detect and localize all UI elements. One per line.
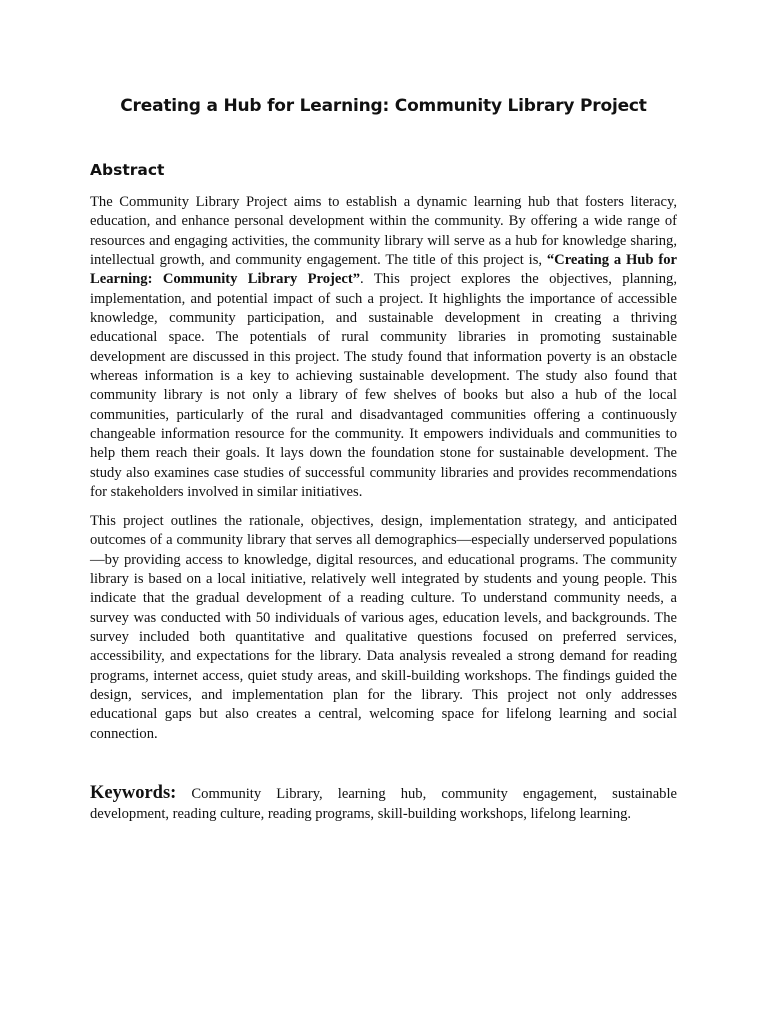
project-title-emphasis: “Creating a Hub for Learning: Community Library Project” xyxy=(90,252,677,288)
keywords-line xyxy=(90,784,677,824)
keywords-list: Community Library, learning hub, community engagement, sustainable development, reading culture, reading programs, skill-building workshops, lifelong learning. xyxy=(90,786,677,822)
abstract-paragraph-1 xyxy=(90,193,677,503)
document-title: Creating a Hub for Learning: Community Library Project xyxy=(120,96,647,116)
abstract-paragraph-2: This project outlines the rationale, objectives, design, implementation strategy, and anticipated outcomes of a community library that serves all demographics—especially underserved populations—by providing access to knowledge, digital resources, and educational programs. The community library is based on a local initiative, relatively well integrated by students and young people. This indicate that the gradual development of a reading culture. To understand community needs, a survey was conducted with 50 individuals of various ages, education levels, and backgrounds. The survey included both quantitative and qualitative questions focused on preferred services, accessibility, and expectations for the library. Data analysis revealed a strong demand for reading programs, internet access, quiet study areas, and skill-building workshops. The findings guided the design, services, and implementation plan for the library. This project not only addresses educational gaps but also creates a central, welcoming space for lifelong learning and social connection. xyxy=(90,513,677,742)
keywords-label: Keywords: xyxy=(90,783,177,803)
paragraph-1-text-start: The Community Library Project aims to establish a dynamic learning hub that fosters literacy, education, and enhance personal development within the community. By offering a wide range of resources and engaging activities, the community library will serve as a hub for knowledge sharing, intellectual growth, and community engagement. The title of this project is, xyxy=(90,194,677,269)
paragraph-1-text-end: . This project explores the objectives, planning, implementation, and potential impact of such a project. It highlights the importance of accessible knowledge, community participation, and sustainable development in creating a thriving educational space. The potentials of rural community libraries in promoting sustainable development are discussed in this project. The study found that information poverty is an obstacle whereas information is a key to achieving sustainable development. The study also found that community library is not only a library of few shelves of books but also a hub of the local communities, particularly of the rural and disadvantaged communities offering a continuously changeable information resource for the community. It empowers individuals and communities to help them reach their goals. It lays down the foundation stone for sustainable development. The study also examines case studies of successful community libraries and provides recommendations for stakeholders involved in similar initiatives. xyxy=(90,271,677,501)
abstract-heading: Abstract xyxy=(90,161,165,179)
